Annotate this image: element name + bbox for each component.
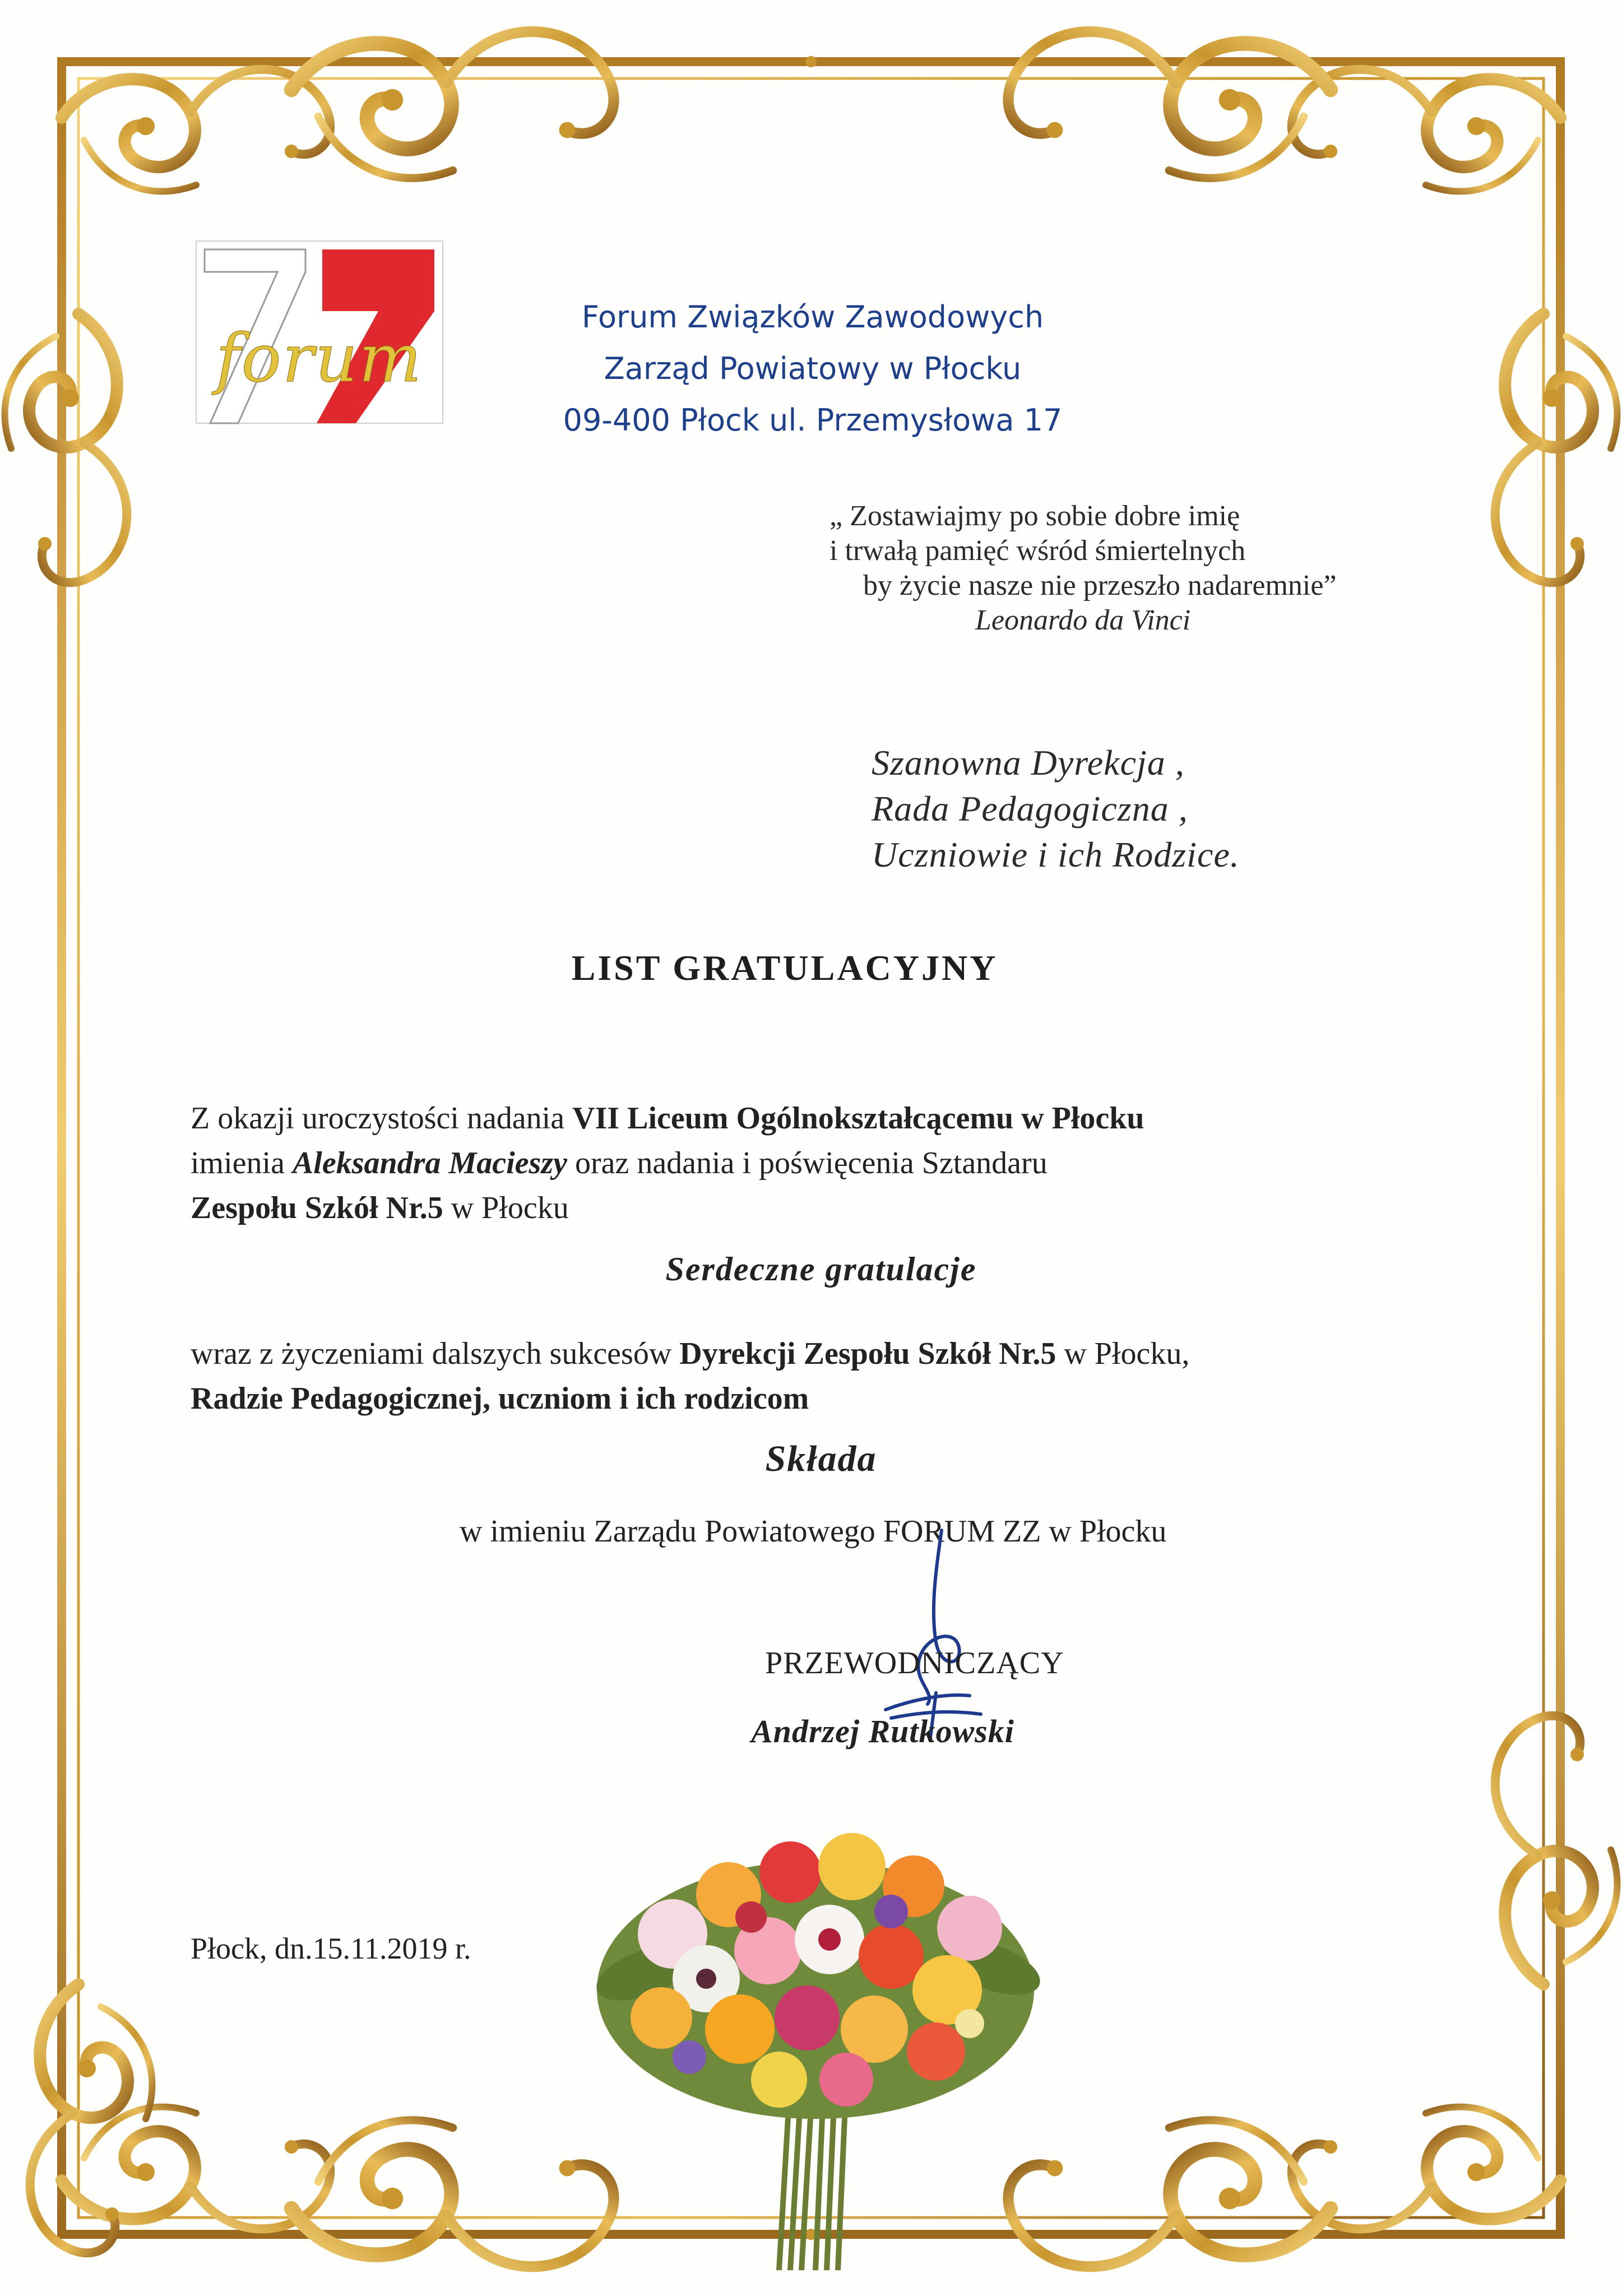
org-address: 09-400 Płock ul. Przemysłowa 17	[563, 402, 1063, 438]
addressee-line-3: Uczniowie i ich Rodzice.	[872, 835, 1240, 874]
p1-text-a: Z okazji uroczystości nadania	[191, 1101, 573, 1136]
addressee-line-2: Rada Pedagogiczna ,	[872, 789, 1188, 828]
quote-block	[829, 499, 1390, 638]
p1-text-g: w Płocku	[443, 1191, 569, 1225]
p1-text-e: oraz nadania i poświęcenia Sztandaru	[567, 1146, 1048, 1181]
on-behalf-line: w imieniu Zarządu Powiatowego FORUM ZZ w Płocku	[460, 1514, 1167, 1549]
addressee-block	[872, 740, 1376, 878]
organization-header	[504, 291, 1121, 446]
flower-bouquet-image	[577, 1788, 1054, 2270]
p1-patron-name: Aleksandra Macieszy	[292, 1146, 567, 1181]
p1-school-name: VII Liceum Ogólnokształcącemu w Płocku	[572, 1101, 1144, 1136]
signatory-role: PRZEWODNICZĄCY	[765, 1646, 1064, 1681]
quote-line-2: i trwałą pamięć wśród śmiertelnych	[829, 535, 1246, 567]
addressee-line-1: Szanowna Dyrekcja ,	[872, 743, 1185, 783]
org-branch: Zarząd Powiatowy w Płocku	[604, 351, 1022, 386]
p2-text-c: w Płocku,	[1056, 1336, 1190, 1371]
forum-logo	[193, 238, 446, 429]
logo-wordmark: forum	[216, 320, 423, 397]
p2-recipients: Radzie Pedagogicznej, uczniom i ich rodzicom	[191, 1381, 809, 1416]
p2-text-a: wraz z życzeniami dalszych sukcesów	[191, 1336, 680, 1371]
quote-author: Leonardo da Vinci	[975, 604, 1191, 636]
p1-text-c: imienia	[191, 1146, 293, 1181]
paragraph-wishes	[191, 1331, 1452, 1421]
p1-school-complex: Zespołu Szkół Nr.5	[191, 1191, 443, 1225]
quote-line-1: „ Zostawiajmy po sobie dobre imię	[829, 500, 1240, 532]
paragraph-occasion	[191, 1096, 1452, 1230]
sklada-heading: Składa	[765, 1438, 877, 1479]
org-name: Forum Związków Zawodowych	[581, 299, 1044, 335]
date-line: Płock, dn.15.11.2019 r.	[191, 1932, 471, 1965]
p2-directorate: Dyrekcji Zespołu Szkół Nr.5	[679, 1336, 1056, 1371]
quote-line-3: by życie nasze nie przeszło nadaremnie”	[863, 570, 1337, 601]
congratulations-heading: Serdeczne gratulacje	[665, 1251, 977, 1288]
signatory-name: Andrzej Rutkowski	[751, 1713, 1014, 1749]
letter-title: LIST GRATULACYJNY	[571, 948, 998, 988]
